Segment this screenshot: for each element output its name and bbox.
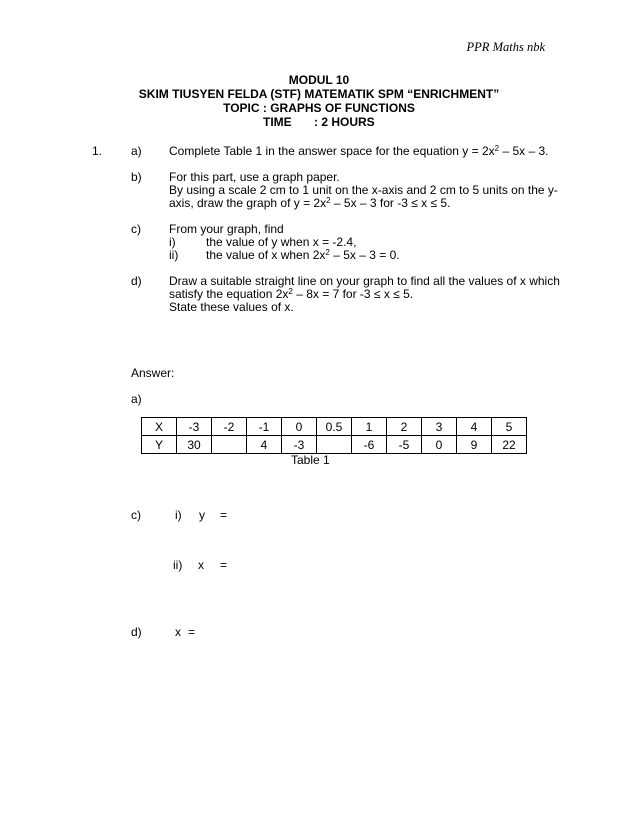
- part-b-line1: For this part, use a graph paper.: [169, 170, 340, 184]
- part-b-label: b): [131, 170, 142, 184]
- answer-c-i-var: y: [199, 508, 205, 522]
- table-cell: 1: [352, 418, 387, 436]
- table-cell: -5: [387, 436, 422, 454]
- table-cell-blank[interactable]: [317, 436, 352, 454]
- answer-c-i-eq: =: [220, 508, 228, 522]
- table-cell: 3: [422, 418, 457, 436]
- part-c-ii-text: the value of x when $2x^2 - 5x - 3 = 0$.: [206, 248, 400, 262]
- table-row-y: [142, 436, 527, 454]
- answer-d-eq: =: [188, 625, 196, 639]
- part-c-label: c): [131, 222, 141, 236]
- table-header-y: Y: [142, 436, 177, 454]
- answer-c-ii-eq: =: [220, 558, 228, 572]
- table-cell: -2: [212, 418, 247, 436]
- answer-d-var: x: [175, 625, 181, 639]
- answer-heading: Answer:: [131, 366, 175, 380]
- table-cell: -1: [247, 418, 282, 436]
- table-cell: 22: [492, 436, 527, 454]
- answer-a-label: a): [131, 392, 142, 406]
- table-cell: -6: [352, 436, 387, 454]
- part-b-line2: By using a scale 2 cm to 1 unit on the x-axis and 2 cm to 5 units on the y-: [169, 183, 558, 197]
- part-a-label: a): [131, 144, 142, 158]
- table-cell: 5: [492, 418, 527, 436]
- part-c-line1: From your graph, find: [169, 222, 284, 236]
- part-d-label: d): [131, 274, 142, 288]
- table-cell: 9: [457, 436, 492, 454]
- table-cell-blank[interactable]: [212, 436, 247, 454]
- part-d-line3: State these values of x.: [169, 300, 294, 314]
- values-table: [141, 417, 527, 454]
- answer-c-ii-var: x: [198, 558, 204, 572]
- part-c-i-label: i): [169, 235, 176, 249]
- table-header-x: X: [142, 418, 177, 436]
- table-cell: 4: [247, 436, 282, 454]
- answer-c-label: c): [131, 508, 141, 522]
- time-label: TIME: [263, 115, 292, 129]
- answer-c-ii-label: ii): [173, 558, 183, 572]
- module-title: MODUL 10: [288, 73, 350, 87]
- table-caption: Table 1: [291, 453, 330, 467]
- question-number: 1.: [92, 144, 103, 158]
- table-cell: 0.5: [317, 418, 352, 436]
- topic-title: TOPIC : GRAPHS OF FUNCTIONS: [223, 101, 415, 115]
- answer-c-i-label: i): [175, 508, 182, 522]
- part-d-line2: satisfy the equation $2x^2 - 8x = 7$ for -3 ≤ x ≤ 5.: [169, 287, 414, 301]
- part-d-line1: Draw a suitable straight line on your graph to find all the values of x which: [169, 274, 560, 288]
- part-c-ii-label: ii): [169, 248, 179, 262]
- time-value: : 2 HOURS: [314, 115, 375, 129]
- table-cell: 30: [177, 436, 212, 454]
- answer-d-label: d): [131, 625, 142, 639]
- table-cell: -3: [282, 436, 317, 454]
- scheme-title: SKIM TIUSYEN FELDA (STF) MATEMATIK SPM “ENRICHMENT”: [138, 87, 500, 101]
- table-cell: 4: [457, 418, 492, 436]
- part-b-line3: axis, draw the graph of $y = 2x^2 - 5x - 3$ for -3 ≤ x ≤ 5.: [169, 196, 451, 210]
- table-row-x: [142, 418, 527, 436]
- table-cell: 0: [282, 418, 317, 436]
- table-cell: -3: [177, 418, 212, 436]
- part-c-i-text: the value of y when x = -2.4,: [206, 235, 357, 249]
- header-note: PPR Maths nbk: [466, 40, 545, 54]
- table-cell: 2: [387, 418, 422, 436]
- part-a-text: Complete Table 1 in the answer space for the equation $y = 2x^2 - 5x - 3$.: [169, 144, 549, 158]
- table-cell: 0: [422, 436, 457, 454]
